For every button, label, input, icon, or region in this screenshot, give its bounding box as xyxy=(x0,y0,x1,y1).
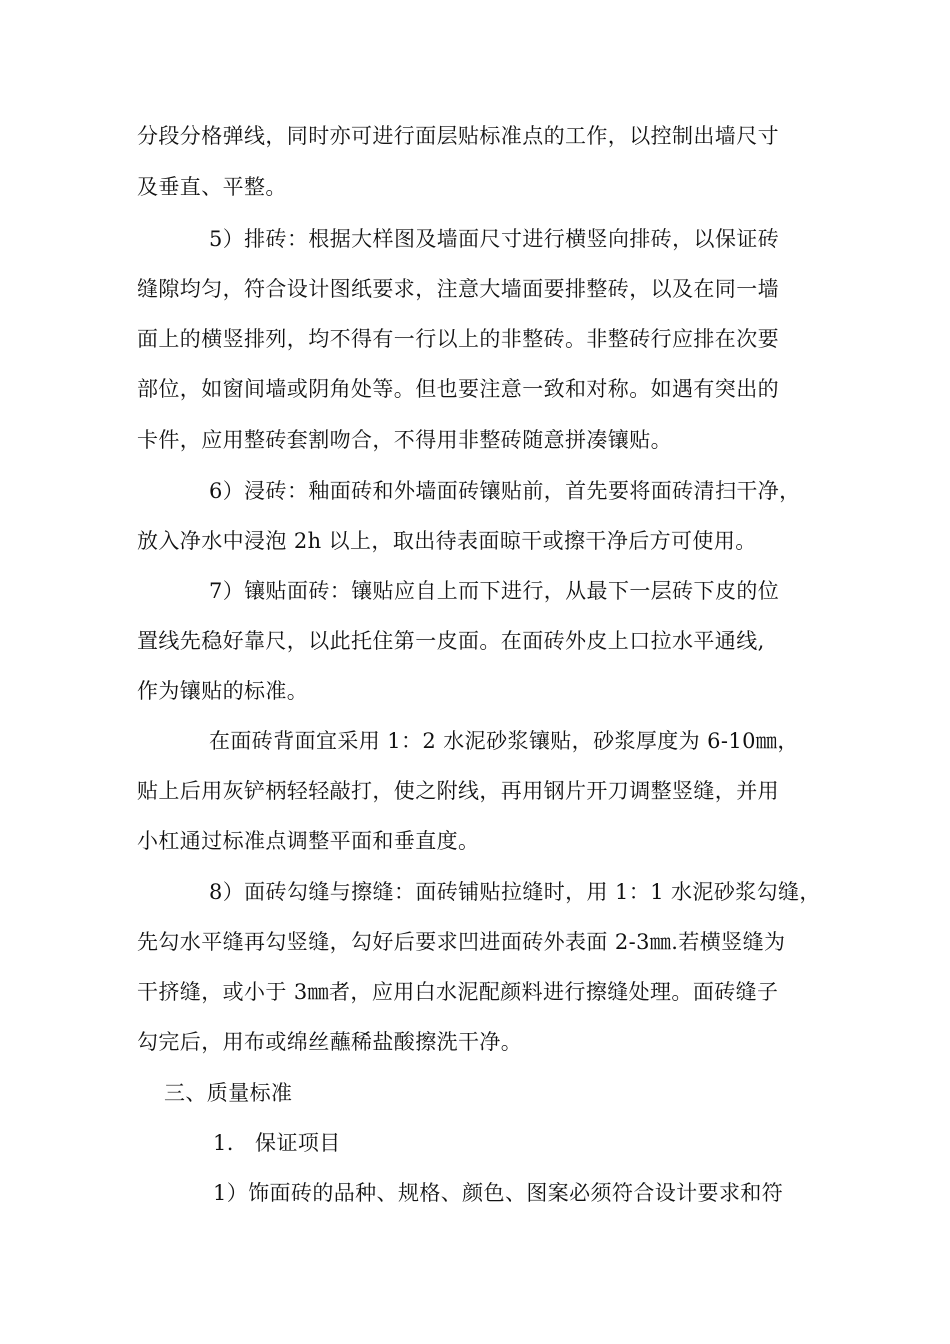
paragraph-start: 1）饰面砖的品种、规格、颜色、图案必须符合设计要求和符 xyxy=(213,1181,784,1205)
text-line: 分段分格弹线，同时亦可进行面层贴标准点的工作，以控制出墙尺寸 xyxy=(137,124,779,148)
subsection-heading: 1. 保证项目 xyxy=(213,1131,341,1155)
text-line: 放入净水中浸泡 2h 以上，取出待表面晾干或擦干净后方可使用。 xyxy=(137,529,757,553)
section-heading: 三、质量标准 xyxy=(164,1081,293,1105)
text-line: 缝隙均匀，符合设计图纸要求，注意大墙面要排整砖，以及在同一墙 xyxy=(137,277,779,301)
text-line: 置线先稳好靠尺，以此托住第一皮面。在面砖外皮上口拉水平通线, xyxy=(137,629,765,653)
paragraph-start: 8）面砖勾缝与擦缝：面砖铺贴拉缝时，用 1：1 水泥砂浆勾缝， xyxy=(209,880,821,904)
text-line: 面上的横竖排列，均不得有一行以上的非整砖。非整砖行应排在次要 xyxy=(137,327,779,351)
text-line: 小杠通过标准点调整平面和垂直度。 xyxy=(137,829,480,853)
text-line: 部位，如窗间墙或阴角处等。但也要注意一致和对称。如遇有突出的 xyxy=(137,377,779,401)
text-line: 作为镶贴的标准。 xyxy=(137,679,309,703)
text-line: 及垂直、平整。 xyxy=(137,175,287,199)
text-line: 勾完后，用布或绵丝蘸稀盐酸擦洗干净。 xyxy=(137,1030,523,1054)
paragraph-start: 6）浸砖：釉面砖和外墙面砖镶贴前，首先要将面砖清扫干净， xyxy=(209,479,801,503)
text-line: 干挤缝，或小于 3㎜者，应用白水泥配颜料进行擦缝处理。面砖缝子 xyxy=(137,980,779,1004)
text-line: 卡件，应用整砖套割吻合，不得用非整砖随意拼凑镶贴。 xyxy=(137,428,672,452)
text-line: 贴上后用灰铲柄轻轻敲打，使之附线，再用钢片开刀调整竖缝，并用 xyxy=(137,779,779,803)
text-line: 先勾水平缝再勾竖缝，勾好后要求凹进面砖外表面 2-3㎜.若横竖缝为 xyxy=(137,930,786,954)
paragraph-start: 在面砖背面宜采用 1：2 水泥砂浆镶贴，砂浆厚度为 6-10㎜， xyxy=(209,729,799,753)
paragraph-start: 5）排砖：根据大样图及墙面尺寸进行横竖向排砖，以保证砖 xyxy=(209,227,780,251)
paragraph-start: 7）镶贴面砖：镶贴应自上而下进行，从最下一层砖下皮的位 xyxy=(209,579,780,603)
